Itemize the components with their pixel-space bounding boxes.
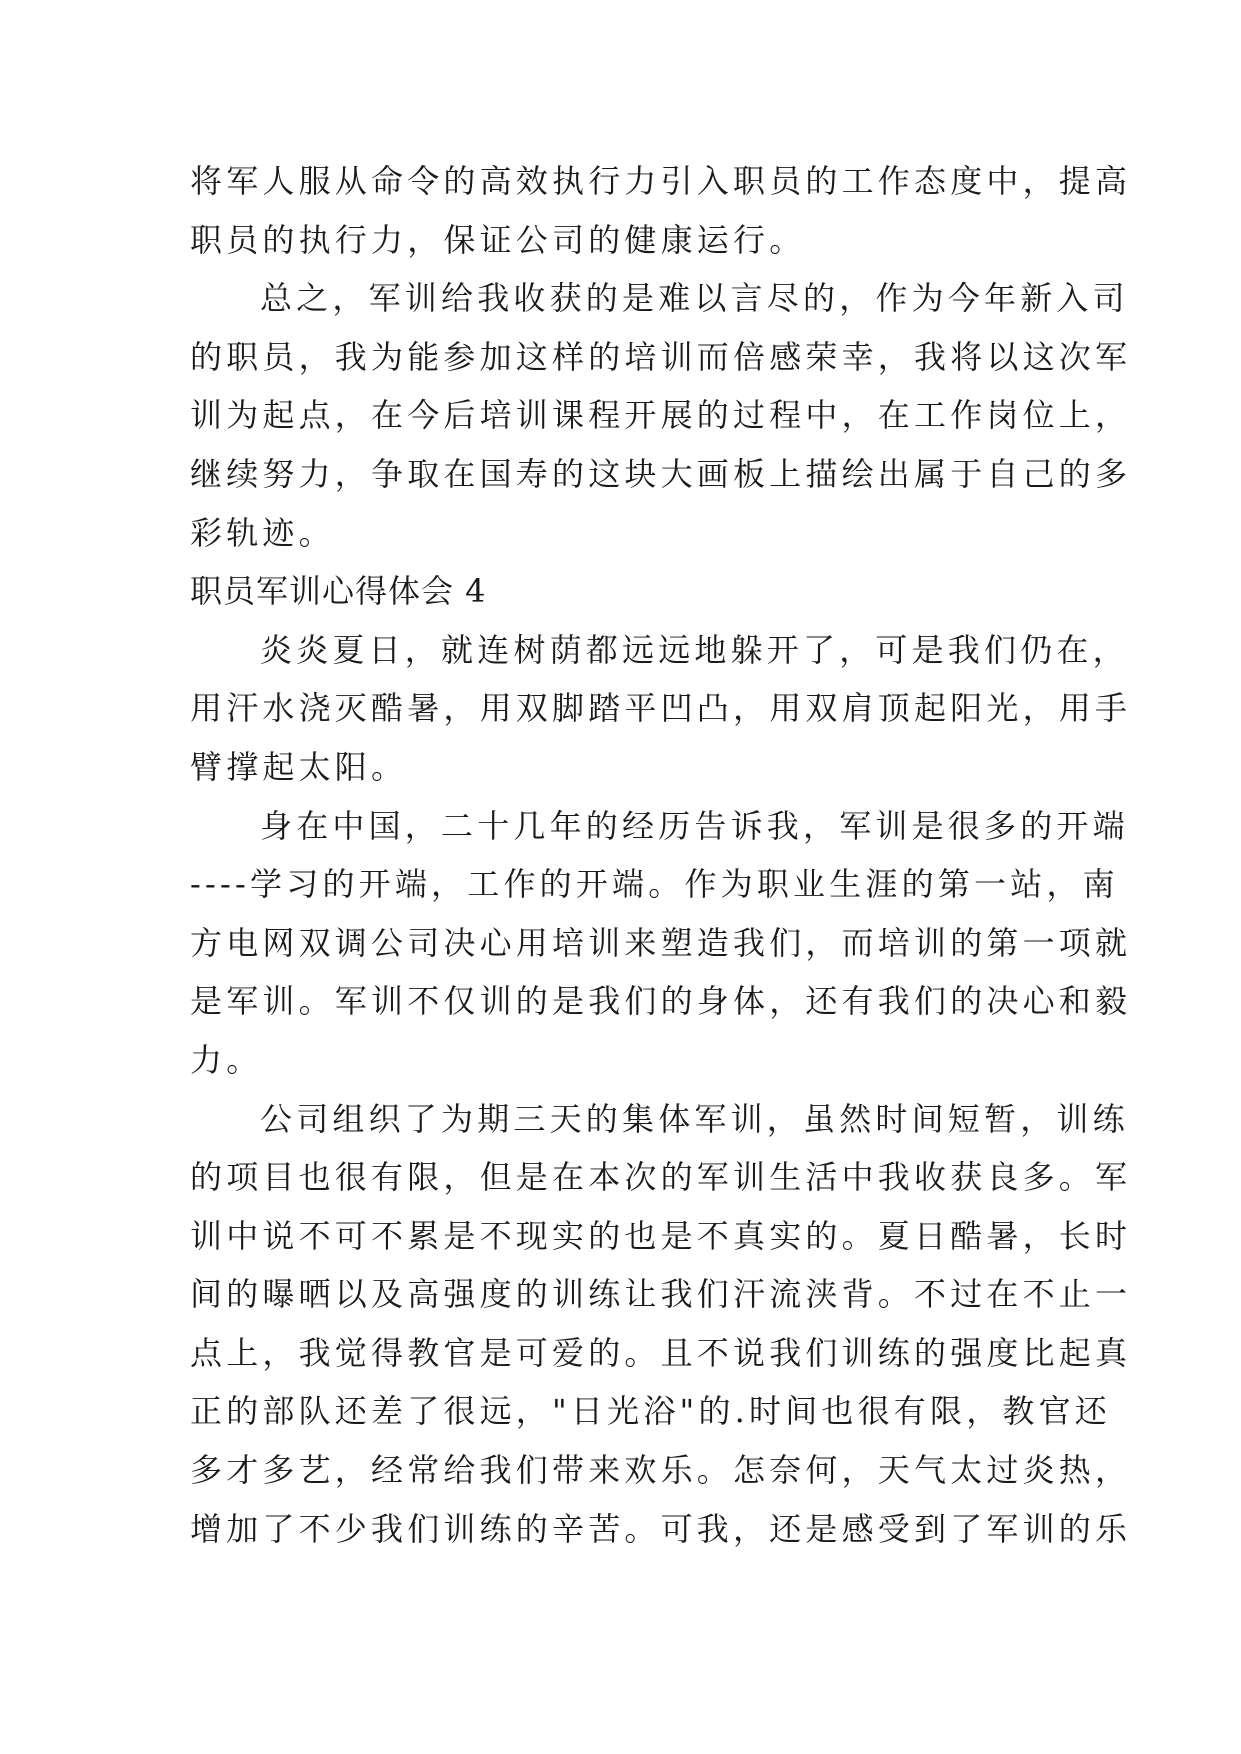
text-line: 是军训。军训不仅训的是我们的身体，还有我们的决心和毅 — [190, 982, 1132, 1021]
text-line: 多才多艺，经常给我们带来欢乐。怎奈何，天气太过炎热， — [190, 1451, 1132, 1490]
text-line: 职员的执行力，保证公司的健康运行。 — [190, 220, 806, 259]
text-line: 的项目也很有限，但是在本次的军训生活中我收获良多。军 — [190, 1158, 1132, 1197]
text-line: 方电网双调公司决心用培训来塑造我们，而培训的第一项就 — [190, 923, 1132, 962]
text-line: 将军人服从命令的高效执行力引入职员的工作态度中，提高 — [190, 162, 1132, 200]
text-line: 的职员，我为能参加这样的培训而倍感荣幸，我将以这次军 — [190, 337, 1132, 376]
text-line: 点上，我觉得教官是可爱的。且不说我们训练的强度比起真 — [190, 1333, 1132, 1372]
text-line: 增加了不少我们训练的辛苦。可我，还是感受到了军训的乐 — [190, 1509, 1132, 1548]
text-line: 力。 — [190, 1040, 263, 1079]
text-line: 炎炎夏日，就连树荫都远远地躲开了，可是我们仍在， — [260, 630, 1129, 669]
section-heading: 职员军训心得体会 4 — [190, 572, 487, 611]
text-line: 用汗水浇灭酷暑，用双脚踏平凹凸，用双肩顶起阳光，用手 — [190, 689, 1132, 728]
text-line: 总之，军训给我收获的是难以言尽的，作为今年新入司 — [260, 279, 1129, 318]
text-line: 彩轨迹。 — [190, 513, 335, 552]
text-line: 间的曝晒以及高强度的训练让我们汗流浃背。不过在不止一 — [190, 1275, 1132, 1314]
text-line: 正的部队还差了很远，"日光浴"的.时间也很有限，教官还 — [190, 1392, 1112, 1431]
text-line: 训中说不可不累是不现实的也是不真实的。夏日酷暑，长时 — [190, 1216, 1132, 1255]
text-line: ----学习的开端，工作的开端。作为职业生涯的第一站，南 — [190, 865, 1119, 904]
text-line: 臂撑起太阳。 — [190, 747, 408, 786]
text-line: 训为起点，在今后培训课程开展的过程中，在工作岗位上， — [190, 396, 1132, 435]
text-line: 公司组织了为期三天的集体军训，虽然时间短暂，训练 — [260, 1099, 1129, 1138]
text-line: 继续努力，争取在国寿的这块大画板上描绘出属于自己的多 — [190, 454, 1132, 493]
document-body — [190, 152, 1132, 1558]
text-line: 身在中国，二十几年的经历告诉我，军训是很多的开端 — [260, 806, 1129, 845]
